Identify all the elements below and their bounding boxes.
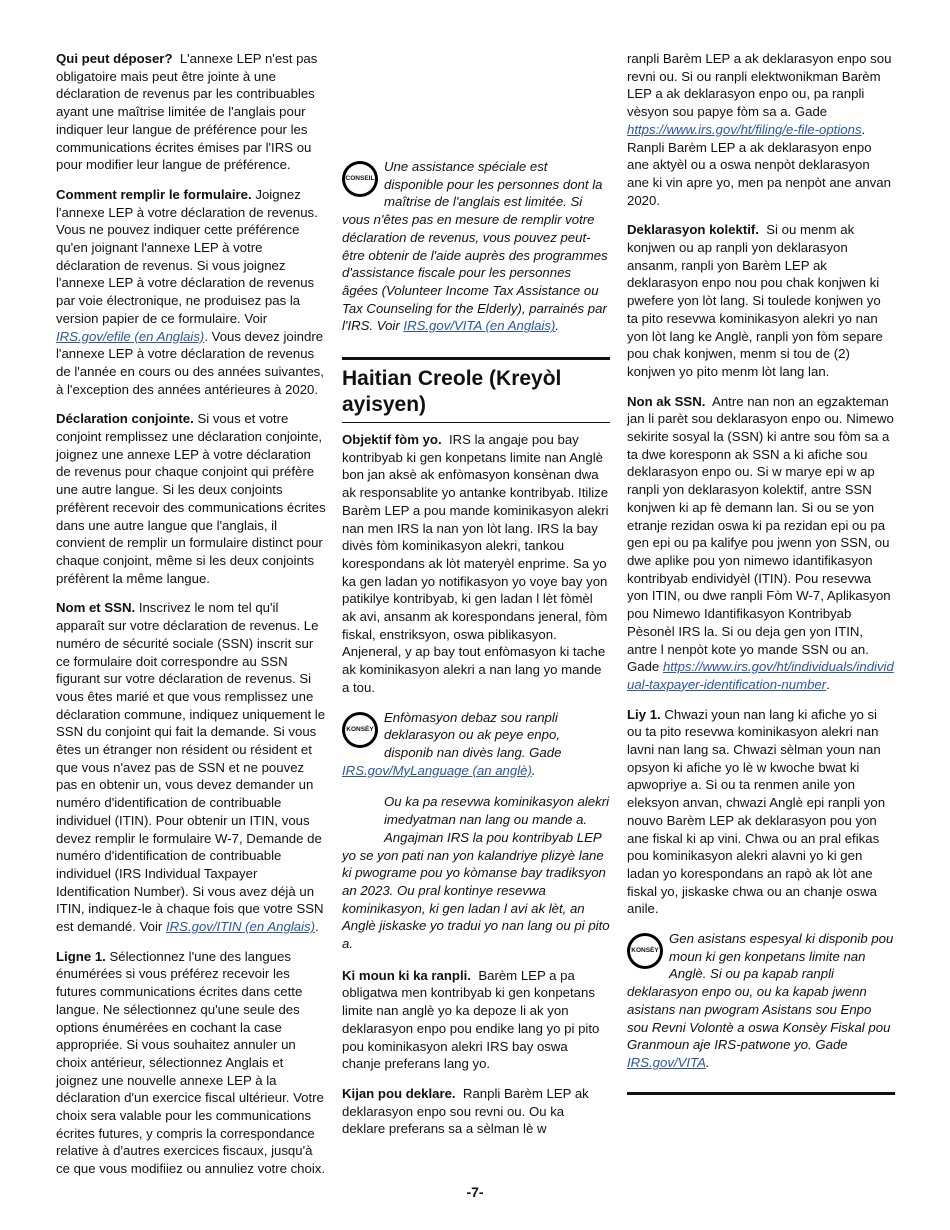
ht-how-text-part1: Ranpli Barèm LEP ak deklarasyon enpo sou revni ou. Ou ka deklare preferans sa a sèlman lè w [342, 1085, 589, 1137]
fr-line1-continued-spacer [342, 50, 610, 158]
column-1 [56, 50, 326, 1190]
ht-konsey-note-1 [342, 709, 610, 780]
ht-how-paragraph-continued [627, 50, 895, 209]
ht-warning-text: Ou ka pa resevwa kominikasyon alekri imedyatman nan lang ou mande a. Angajman IRS la pou kontribyab LEP yo se yon pati nan yon kalandriye plizyè lane ki pwograme pou yo kòmanse bay tradiksyon an 2023. Ou pral kontinye resevwa kominikasyon, ki gen ladan l avi ak lèt, an Anglè jiskaske yo tradui yo nan lang ou pi pito a. [342, 794, 610, 952]
ht-objective-paragraph [342, 431, 610, 697]
conseil-icon [342, 161, 380, 199]
fr-joint-text: Si vous et votre conjoint remplissez une déclaration conjointe, joignez une annexe LEP à votre déclaration de revenus pour chaque conjoint qui préfère une autre langue. Si les deux conjoints préfèrent recevoir des communications écrites dans une autre langue que l'anglais, il convient de remplir un formulaire distinct pour chaque conjoint, même si les deux conjoints préfèrent la même langue. [56, 411, 326, 586]
fr-ssn-text: Inscrivez le nom tel qu'il apparaît sur votre déclaration de revenus. Le numéro de sécurité sociale (SSN) inscrit sur ce formulaire doit correspondre au SSN figurant sur votre déclaration de revenus. Si vous êtes marié et que vous remplissez une déclaration commune, indiquez uniquement le SSN du conjoint qui fait la demande. Si vous êtes un étranger non résident ou résident et que vous n'avez pas de SSN et ne pouvez pas en obtenir un, vous devez demander un numéro d'identification de contribuable individuel (ITIN). Pour obtenir un ITIN, vous devez remplir le formulaire W-7, Demande de numéro d'identification de contribuable individuel (IRS Individual Taxpayer Identification Number). Si vous avez déjà un ITIN, indiquez-le à chaque fois que votre SSN est demandé. Voir [56, 600, 326, 935]
ht-joint-title: Deklarasyon kolektif. [627, 222, 759, 238]
fr-how-paragraph [56, 186, 326, 398]
ht-konsey2-text: Gen asistans espesyal ki disponib pou moun ki gen konpetans limite nan Anglè. Si ou pa kapab ranpli deklarasyon enpo ou, ou ka kapab jwenn asistans nan pwogram Asistans sou Enpo sou Revni Volontè a oswa Konsèy Fiskal pou Granmoun aje IRS-patwone yo. Gade [627, 931, 894, 1053]
fr-line1-title: Ligne 1. [56, 948, 106, 964]
fr-ssn-paragraph [56, 599, 326, 935]
konsey-icon [342, 712, 380, 750]
fr-line1-paragraph [56, 948, 326, 1178]
ht-how-paragraph [342, 1085, 610, 1139]
ht-who-paragraph [342, 967, 610, 1073]
ht-konsey2-text2: . [705, 1054, 710, 1070]
ht-line1-text: Chwazi youn nan lang ki afiche yo si ou ta pito resevwa kominikasyon alekri nan lavni nan lang sa. Chwazi sèlman youn nan opsyon ki afiche yo lè w kwoche bwat ki apwopriye a. Si ou ta renmen anile yon eleksyon anvan, chwazi Anglè epi ranpli yon nouvo Barèm LEP ak deklarasyon pou yon ane fiskal ki ap vini. Chwa ou an pral efikas pou kominikasyon alekri alavni yo ki gen ladan yo korespondans an rapò ak lòt ane fiskal yo, jiskaske chwa ou an chanje oswa anile. [627, 706, 886, 917]
fr-joint-paragraph [56, 410, 326, 587]
ht-joint-paragraph [627, 221, 895, 380]
conseil-icon-label: CONSEIL [345, 164, 375, 194]
ht-line1-title: Liy 1. [627, 706, 661, 722]
fr-how-text: Joignez l'annexe LEP à votre déclaration de revenus. Vous ne pouvez indiquer cette préférence qu'en joignant l'annexe LEP à votre déclaration de revenus. Si vous joignez l'annexe LEP à votre déclaration de revenus par voie électronique, ne produisez pas la version papier de ce formulaire. Voir [56, 186, 318, 326]
fr-tip-note [342, 158, 610, 335]
fr-tip-text2: . [555, 318, 560, 334]
ht-mylanguage-link[interactable]: IRS.gov/MyLanguage (an anglè) [342, 762, 532, 778]
ht-itin-link[interactable]: https://www.irs.gov/ht/individuals/individual-taxpayer-identification-number [627, 659, 894, 692]
ht-konsey1-text2: . [531, 762, 536, 778]
section-divider-thick [342, 357, 610, 360]
ht-how-text-part2: ranpli Barèm LEP a ak deklarasyon enpo sou revni ou. Si ou ranpli elektwonikman Barèm LEP a ak deklarasyon enpo ou, pa ranpli vèsyon sou papye fòm sa a. Gade [627, 51, 892, 120]
konsey-icon-label: KONSÈY [345, 715, 375, 745]
fr-tip-text: Une assistance spéciale est disponible pour les personnes dont la maîtrise de l'anglais est limitée. Si vous n'êtes pas en mesure de remplir votre déclaration de revenus, vous pouvez peut-être obtenir de l'aide auprès des programmes d'assistance fiscale pour les personnes âgées (Volunteer Income Tax Assistance ou Tax Counseling for the Elderly), parrainés par l'IRS. Voir [342, 159, 608, 334]
fr-itin-link[interactable]: IRS.gov/ITIN (en Anglais) [165, 919, 316, 935]
ht-joint-text: Si ou menm ak konjwen ou ap ranpli yon deklarasyon ansanm, ranpli yon Barèm LEP ak deklarasyon enpo nou pou chak konjwen ki pwefere yon lòt lang. Si toulede konjwen yo ta pito resevwa kominikasyon alekri yo nan yon lòt lang ke Anglè, ranpli yon fòm separe pou chak konjwen, menm si tou de (2) konjwen yo pito menm lòt lang lan. [627, 222, 883, 379]
fr-ssn-text2: . [315, 919, 319, 935]
ht-how-text2: . Ranpli Barèm LEP a ak deklarasyon enpo ane aktyèl ou a oswa nenpòt deklarasyon ane ki vin apre yo, men pa nenpòt ane anvan 2020. [627, 121, 891, 208]
fr-ssn-title: Nom et SSN. [56, 600, 136, 616]
ht-ssn-paragraph [627, 393, 895, 694]
ht-how-title: Kijan pou deklare. [342, 1085, 456, 1101]
ht-warning-note [342, 788, 610, 952]
fr-who-text: L'annexe LEP n'est pas obligatoire mais peut être jointe à une déclaration de revenus par les contribuables ayant une maîtrise limitée de l'anglais pour indiquer leur langue de préférence pour les communications écrites émises par l'IRS ou pour modifier leur langue de préférence. [56, 51, 318, 173]
ht-konsey1-text: Enfòmasyon debaz sou ranpli deklarasyon ou ak peye enpo, disponib nan divès lang. Gade [384, 709, 562, 760]
ht-vita-link[interactable]: IRS.gov/VITA [627, 1054, 706, 1070]
fr-how-text2: . Vous devez joindre l'annexe LEP à votre déclaration de revenus de l'année en cours ou des années suivantes, à l'exception des années antérieures à 2020. [56, 328, 324, 397]
fr-how-title: Comment remplir le formulaire. [56, 186, 252, 202]
ht-ssn-text: Antre nan non an egzakteman jan li parèt sou deklarasyon enpo ou. Nimewo sekirite sosyal la (SSN) ki antre sou fòm sa a ta dwe koresponn ak SSN a ki afiche sou deklarasyon enpo ou. Si w marye epi w ap ranpli yon deklarasyon kolektif, antre SSN konjwen ki ap fè demann lan. Si ou se yon etranje rezidan oswa ki pa rezidan epi ou pa gen epi ou pa kalifye pou jwenn yon SSN, ou dwe aplike pou yon nimewo idantifikasyon kontribyab endividyèl (ITIN). Pou resevwa yon ITIN, ou dwe ranpli Fòm W-7, Aplikasyon pou Nimewo Idantifikasyon Kontribyab Pèsonèl IRS la. Si ou deja gen yon ITIN, antre l nenpòt kote yo mande SSN ou an. Gade [627, 393, 894, 675]
creole-section-heading: Haitian Creole (Kreyòl ayisyen) [342, 367, 562, 417]
ht-line1-paragraph [627, 706, 895, 918]
column-3 [627, 50, 895, 1095]
warning-icon: ! ATANSYON [342, 788, 375, 825]
section-divider-thin [342, 422, 610, 423]
fr-who-title: Qui peut déposer? [56, 51, 173, 66]
ht-who-title: Ki moun ki ka ranpli. [342, 967, 471, 983]
fr-efile-link[interactable]: IRS.gov/efile (en Anglais) [56, 328, 205, 344]
konsey-icon-label-2: KONSÈY [630, 936, 660, 966]
ht-efile-link[interactable]: https://www.irs.gov/ht/filing/e-file-options [627, 121, 862, 137]
konsey-icon [627, 933, 665, 971]
fr-line1-text: Sélectionnez l'une des langues énumérées si vous préférez recevoir les futures communications écrites dans cette langue. Ne sélectionnez qu'une seule des options énumérées en cochant la case appropriée. Si vous souhaitez annuler un choix antérieur, sélectionnez Anglais et joignez une nouvelle annexe LEP à la déclaration d'un exercice fiscal ultérieur. Votre choix sera valable pour les communications écrites futures, y compris la correspondance relative à d'autres exercices fiscaux, jusqu'à ce que vous modifiiez ou annuliez votre choix. [56, 948, 326, 1177]
ht-who-text: Barèm LEP a pa obligatwa men kontribyab ki gen konpetans limite nan anglè yo ka depoze li ak yon deklarasyon enpo pou endike lang yo pi pito pou kominikasyon alekri IRS bay oswa chanje preferans lang yo. [342, 967, 600, 1072]
page-number: -7- [466, 1184, 484, 1200]
ht-objective-text: IRS la angaje pou bay kontribyab ki gen konpetans limite nan Anglè bon jan aksè ak enfòmasyon konsènan dwa ak responsablite yo antanke kontribyab. Itilize Barèm LEP a pou mande kominikasyon alekri nan men IRS la nan yon lòt lang. IRS la bay divès fòm kominikasyon alekri, tankou korespondans ak lòt materyèl enprime. Sa yo ka gen ladan yo notifikasyon yo voye bay yon patikilye kontribyab, ki gen ladan l lèt fòmèl ak avi, ansanm ak korespondans jeneral, fòm fiskal, enstriksyon, oswa piblikasyon. Anjeneral, y ap bay tout enfòmasyon ki tache ak kominikasyon alekri a nan lang yo mande a tou. [342, 432, 609, 695]
fr-who-paragraph [56, 50, 326, 174]
ht-objective-title: Objektif fòm yo. [342, 432, 442, 448]
ht-konsey-note-2 [627, 930, 895, 1072]
ht-ssn-title: Non ak SSN. [627, 393, 706, 409]
fr-vita-link[interactable]: IRS.gov/VITA (en Anglais) [403, 318, 556, 334]
fr-joint-title: Déclaration conjointe. [56, 411, 194, 427]
ht-ssn-text2: . [826, 676, 830, 692]
column-2 [342, 50, 610, 1151]
end-divider [627, 1092, 895, 1095]
